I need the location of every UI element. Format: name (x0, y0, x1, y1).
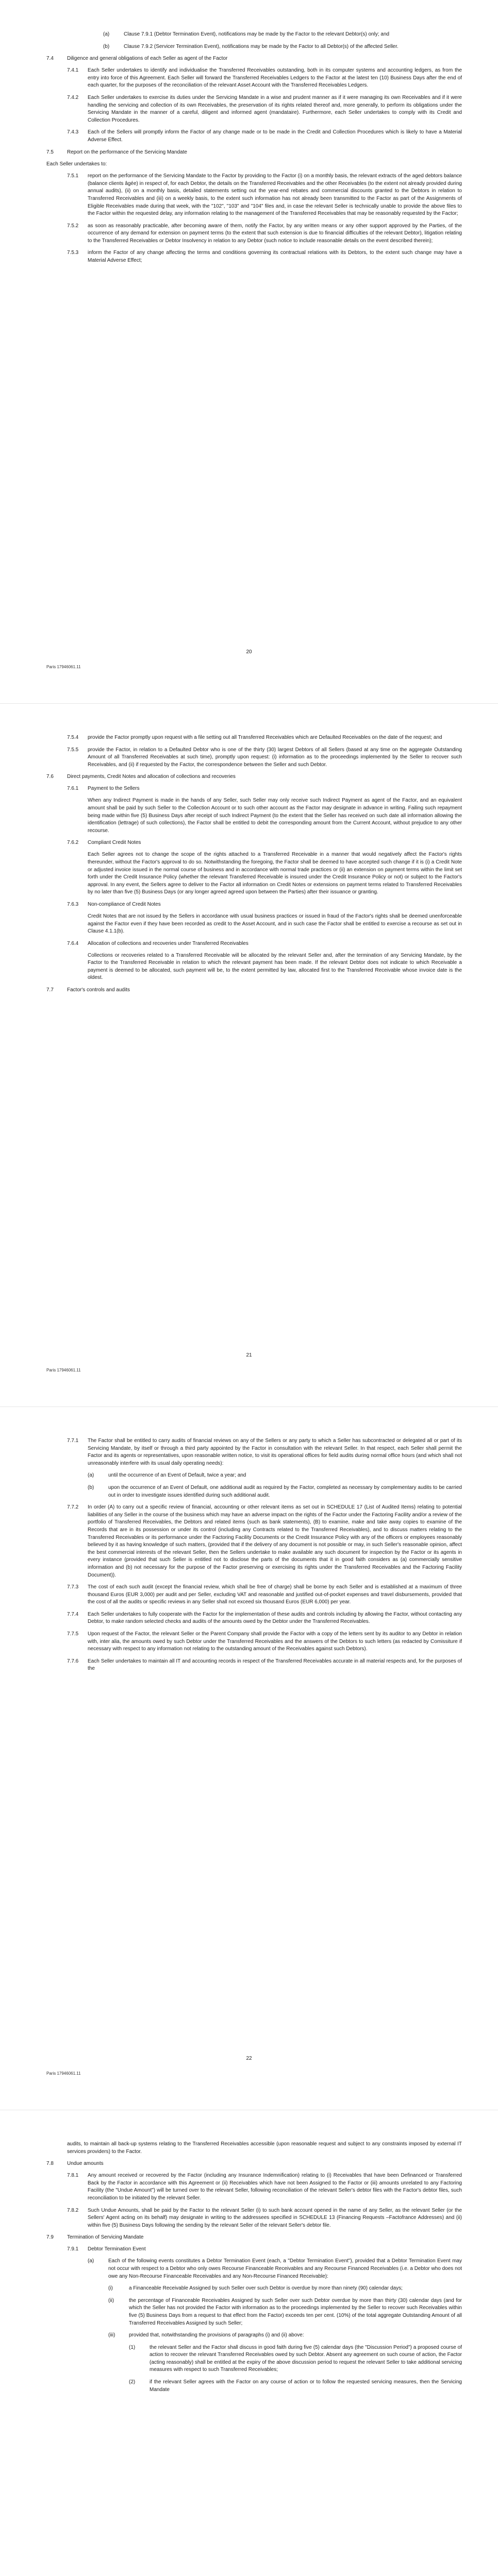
clause-text: Each Seller undertakes to exercise its duties under the Servicing Mandate in a wise and prudent manner as if it were managing its own Receivables and if it were handling the servicing and collection of its own Receivables, the preservation of its rights related thereof and, more generally, to perform its obligations under the Servicing Mandate in the manner of a careful, diligent and informed agent (mandataire). Furthermore, each Seller undertakes to comply with its Credit and Collection Procedures. (88, 94, 462, 123)
clause-paragraph (46, 734, 462, 742)
clause-paragraph (46, 2172, 462, 2202)
clause-number: 7.5.2 (67, 223, 79, 229)
clause-text: Debtor Termination Event (88, 2246, 146, 2252)
section-heading (46, 901, 462, 908)
clause-text: Clause 7.9.2 (Servicer Termination Event), notifications may be made by the Factor to all Debtor(s) of the affected Seller. (124, 43, 399, 49)
clause-text: When any Indirect Payment is made in the hands of any Seller, such Seller may only receive such Indirect Payment as agent of the Factor, and an equivalent amount shall be paid by such Seller to the Collection Account or to such other account as the Factor may designate in advance in writing. Failing such repayment being made within five (5) Business Days after receipt of such Indirect Payment (to the extent that the Seller has received on such date all information allowing the identification (lettrage) of such collections), the Factor shall be entitled to debit the corresponding amount from the Current Account, without prejudice to any other recourse. (88, 798, 462, 834)
clause-text: Any amount received or recovered by the Factor (including any Insurance Indemnification) relating to (i) Receivables that have been Definanced or Transferred Back by the Factor in accordance with this Agreement or (ii) Receivables which have not been Assigned to the Factor or (iii) amounts unrelated to any Factoring Facility (the "Undue Amount") will be turned over to the relevant Seller, following reconciliation of the relevant Seller's debtor files with the Factor's debtor files, such reconciliation to be initiated by the relevant Seller. (88, 2173, 462, 2201)
clause-text: audits, to maintain all back-up systems relating to the Transferred Receivables accessible (upon reasonable request and subject to any constraints imposed by external IT services providers) to the Factor. (67, 2141, 462, 2155)
page-body (46, 2141, 462, 2398)
clause-number: 7.5.1 (67, 173, 79, 179)
page-number: 22 (246, 2056, 252, 2061)
clause-number: 7.6.3 (67, 901, 79, 907)
section-heading (46, 2246, 462, 2253)
clause-number: 7.7.1 (67, 1438, 79, 1444)
clause-number: 7.9 (46, 2234, 54, 2241)
clause-paragraph (46, 161, 462, 168)
clause-paragraph (46, 2258, 462, 2280)
section-heading (46, 773, 462, 781)
clause-text: provide the Factor, in relation to a Defaulted Debtor who is one of the thirty (30) largest Debtors of all Sellers (based at any time on the aggregate Outstanding Amount of all Transferred Receivables at such time), promptly upon request: (i) information as to the proceedings implemented by the Seller to recover such Receivables, and (ii) if requested by the Factor, the correspondence between the Seller and such Debtor. (88, 747, 462, 768)
clause-number: 7.4.2 (67, 94, 79, 100)
clause-paragraph (46, 173, 462, 218)
clause-text: Undue amounts (67, 2161, 104, 2167)
clause-text: Factor's controls and audits (67, 987, 130, 993)
clause-text: inform the Factor of any change affecting the terms and conditions governing its contractual relations with its Debtors, to the extent such change may have a Material Adverse Effect; (88, 250, 462, 264)
clause-number: (ii) (108, 2297, 114, 2303)
clause-paragraph (46, 67, 462, 90)
clause-paragraph (46, 851, 462, 896)
clause-number: 7.4 (46, 56, 54, 62)
clause-text: Clause 7.9.1 (Debtor Termination Event), notifications may be made by the Factor to the relevant Debtor(s) only; and (124, 31, 390, 37)
clause-number: (b) (88, 1484, 94, 1490)
document-reference: Paris 17946061.11 (46, 665, 81, 669)
clause-number: (a) (103, 31, 110, 37)
clause-text: Each of the following events constitutes a Debtor Termination Event (each, a "Debtor Termination Event"), provided that a Debtor Termination Event may not occur with respect to a Debtor who only owes Recourse Financeable Receivables and any Recourse Financed Receivables (i.e. a Debtor who does not owe any Non-Recourse Financeable Receivables and any Non-Recourse Financed Receivable): (108, 2258, 462, 2279)
clause-number: 7.4.3 (67, 129, 79, 135)
clause-text: The Factor shall be entitled to carry audits of financial reviews on any of the Sellers or any party to which a Seller has subcontracted or delegated all or part of its Servicing Mandate, by itself or through a third party appointed by the Factor in consultation with the relevant Seller. In that respect, each Seller shall permit the Factor and its agents or representatives, upon reasonable written notice, to visit its operational offices for field audits during normal office hours (and which shall not unreasonably interfere with its usual daily operating needs): (88, 1438, 462, 1466)
clause-number: (a) (88, 1472, 94, 1479)
clause-number: 7.5.3 (67, 250, 79, 256)
section-heading (46, 2234, 462, 2241)
clause-text: The cost of each such audit (except the financial review, which shall be free of charge) shall be borne by each Seller and is established at a maximum of three thousand Euros (EUR 3,000) per audit and per Seller, excluding VAT and reasonable and justified out-of-pocket expenses and travel disbursements, provided that the cost of all the audits or specific reviews in any Seller shall not exceed six thousand Euros (EUR 6,000) per year. (88, 1584, 462, 1605)
clause-text: Non-compliance of Credit Notes (88, 901, 161, 907)
clause-text: Credit Notes that are not issued by the Sellers in accordance with usual business practices or issued in fraud of the Factor's rights shall be deemed unenforceable against the Factor even if they have been recorded as credit to the Asset Account, and in such case the Factor shall be entitled to exercise a recourse as set out in Clause 4.1.1(b). (88, 913, 462, 935)
clause-paragraph (46, 43, 462, 51)
clause-number: 7.7.3 (67, 1584, 79, 1590)
clause-paragraph (46, 1437, 462, 1467)
clause-number: 7.7.4 (67, 1611, 79, 1617)
clause-paragraph (46, 249, 462, 264)
section-heading (46, 2160, 462, 2167)
clause-paragraph (46, 913, 462, 936)
clause-text: Direct payments, Credit Notes and allocation of collections and recoveries (67, 774, 236, 780)
clause-text: Each Seller undertakes to fully cooperate with the Factor for the implementation of these audits and controls including by allowing the Factor, without contacting any Debtor, to make random selected checks and audits of the amounts owed by the Debtor under the Transferred Receivables. (88, 1611, 462, 1625)
clause-paragraph (46, 31, 462, 39)
page-body (46, 734, 462, 998)
page-number: 21 (246, 1352, 252, 1358)
clause-text: the percentage of Financeable Receivables Assigned by such Seller over such Debtor overdue by more than thirty (30) calendar days (and for which the Seller has not provided the Factor with information as to the proceedings implemented by the Seller to recover such Receivables within five (5) Business Days from a request to that effect from the Factor) exceeds ten per cent. (10%) of the total aggregate Outstanding Amount of all Transferred Receivables Assigned by such Seller; (129, 2297, 462, 2326)
clause-text: In order (A) to carry out a specific review of financial, accounting or other relevant items as set out in SCHEDULE 17 (List of Audited Items) relating to potential liabilities of any Seller in the course of the business which may have an adverse impact on the rights of the Factor under the Factoring Facility and/or a review of the portfolio of Transferred Receivables, the Debtors and related items (such as bank statements), (B) to examine, make and take away copies to examine of the Records that are in its possession or under its control (including any Contracts related to the Transferred Receivables), and to discuss matters relating to the Transferred Receivables or its performance under the Factoring Facility Documents or the Credit Insurance Policy with any of the officers or employees reasonably believed by it as having knowledge of such matters, (provided that if the delivery of any document is not possible or may, in such Seller's reasonable opinion, affect the best commercial interests of the relevant Seller, then the Sellers undertake to make available any such document for inspection by the Factor or its agents in every instance (provided that such Seller is entitled not to disclose the parts of the documents that it in good faith considers as (a) commercially sensitive information and (b) not necessary for the purpose of the Factor preserving or exercising its rights under the Transferred Receivables and the Factoring Facility Document)). (88, 1504, 462, 1578)
clause-text: Allocation of collections and recoveries under Transferred Receivables (88, 940, 248, 946)
clause-text: Diligence and general obligations of each Seller as agent of the Factor (67, 56, 228, 62)
clause-paragraph (46, 223, 462, 245)
document-page (0, 0, 498, 703)
clause-paragraph (46, 2344, 462, 2374)
clause-paragraph (46, 1584, 462, 1606)
section-heading (46, 987, 462, 994)
section-heading (46, 785, 462, 792)
clause-paragraph (46, 2332, 462, 2340)
clause-text: Each Seller undertakes to maintain all IT and accounting records in respect of the Transferred Receivables accurate in all material respects and, for the purposes of the (88, 1658, 462, 1672)
clause-number: 7.6.2 (67, 840, 79, 846)
clause-number: 7.9.1 (67, 2246, 79, 2252)
clause-paragraph (46, 129, 462, 144)
clause-paragraph (46, 2141, 462, 2156)
clause-paragraph (46, 1631, 462, 1653)
clause-text: Termination of Servicing Mandate (67, 2234, 144, 2241)
clause-paragraph (46, 797, 462, 835)
section-heading (46, 149, 462, 156)
clause-number: 7.5.4 (67, 735, 79, 740)
clause-number: 7.8.1 (67, 2173, 79, 2179)
clause-text: report on the performance of the Servicing Mandate to the Factor by providing to the Factor (i) on a monthly basis, the relevant extracts of the aged debtors balance (balance clients âgée) in respect of, for each Debtor, the details on the Transferred Receivables and the other Receivables (to the extent not already provided during annual audits), (ii) on a monthly basis, detailed statements setting out the year-end rebates and commercial discounts granted to the Debtors in relation to Transferred Receivables and (iii) on a weekly basis, to the extent such information has not already been transmitted to the Factor as part of the Assignments of Eligible Receivables made during that week, with the "102", "103" and "104" files and, in case the relevant Seller is technically unable to provide the above files to the Factor within the requested delay, any information relating to the management of the Transferred Receivables that may be reasonably requested by the Factor; (88, 173, 462, 217)
clause-paragraph (46, 1658, 462, 1673)
clause-paragraph (46, 747, 462, 769)
clause-number: 7.7.6 (67, 1658, 79, 1664)
clause-text: until the occurrence of an Event of Default, twice a year; and (108, 1472, 246, 1479)
clause-number: (i) (108, 2285, 113, 2292)
clause-paragraph (46, 2207, 462, 2230)
clause-text: Each Seller agrees not to change the scope of the rights attached to a Transferred Receivable in a manner that would negatively affect the Factor's rights thereunder, without the Factor's approval to do so. Notwithstanding the foregoing, the Factor shall be deemed to have accepted such change if it is (i) a Credit Note or adjusted invoice issued in the normal course of business and in accordance with normal trade practices or (ii) an extension on payment terms within the limit set forth under the Credit Insurance Policy (whether the relevant Transferred Receivable is insured under the Credit Insurance Policy or not) or subject to the Factor's approval. In any event, the Sellers agree to deliver to the Factor all information on Credit Notes or extensions on payment terms related to Transferred Receivables by no later than five (5) Business Days (or any longer agreed agreed upon between the Parties) after their issuance or granting. (88, 852, 462, 895)
clause-number: (1) (129, 2344, 136, 2350)
document-page (0, 2110, 498, 2576)
clause-number: (a) (88, 2258, 94, 2264)
clause-number: (b) (103, 43, 110, 49)
clause-number: 7.7.2 (67, 1504, 79, 1511)
clause-number: (2) (129, 2379, 136, 2385)
clause-text: Payment to the Sellers (88, 786, 140, 792)
clause-text: Each of the Sellers will promptly inform the Factor of any change made or to be made in the Credit and Collection Procedures which is likely to have a Material Adverse Effect. (88, 129, 462, 143)
clause-number: (iii) (108, 2332, 115, 2338)
page-separator (0, 1406, 498, 1407)
clause-number: 7.8.2 (67, 2207, 79, 2213)
page-separator (0, 703, 498, 704)
clause-number: 7.7.5 (67, 1631, 79, 1637)
document-page (0, 703, 498, 1406)
clause-paragraph (46, 1504, 462, 1579)
clause-number: 7.7 (46, 987, 54, 993)
clause-paragraph (46, 1611, 462, 1626)
clause-number: 7.5.5 (67, 747, 79, 753)
clause-text: Such Undue Amounts, shall be paid by the Factor to the relevant Seller (i) to such bank account opened in the name of any Seller, as the relevant Seller (or the Sellers' Agent acting on its behalf) may designate in writing to the addressees specified in SCHEDULE 13 (Financing Requests –Factofrance Addresses) and (ii) within five (5) Business Days following the sending by the relevant Seller of the relevant Seller's debtor file. (88, 2207, 462, 2228)
clause-text: upon the occurrence of an Event of Default, one additional audit as required by the Factor, completed as necessary by complementary audits to be carried out in order to investigate issues identified during such additional audit. (108, 1484, 462, 1498)
clause-paragraph (46, 94, 462, 124)
clause-paragraph (46, 952, 462, 982)
clause-text: Each Seller undertakes to identify and individualise the Transferred Receivables outstanding, both in its computer systems and accounting ledgers, as from the entry into force of this Agreement. Each Seller will forward the Transferred Receivables Ledgers to the Factor at the latest ten (10) Business Days after the end of each quarter, for the purposes of the reconciliation of the relevant Asset Account with the Transferred Receivables Ledgers. (88, 67, 462, 89)
clause-number: 7.6.1 (67, 786, 79, 792)
section-heading (46, 839, 462, 846)
page-body (46, 1437, 462, 1677)
clause-paragraph (46, 1472, 462, 1480)
section-heading (46, 55, 462, 62)
clause-text: Report on the performance of the Servicing Mandate (67, 149, 187, 155)
clause-text: a Financeable Receivable Assigned by such Seller over such Debtor is overdue by more than ninety (90) calendar days; (129, 2285, 403, 2292)
document-page (0, 1406, 498, 2110)
clause-paragraph (46, 1484, 462, 1499)
clause-number: 7.6.4 (67, 940, 79, 946)
page-body (46, 31, 462, 269)
page-number: 20 (246, 649, 252, 655)
clause-text: provide the Factor promptly upon request with a file setting out all Transferred Receivables which are Defaulted Receivables on the date of the request; and (88, 735, 442, 740)
document-reference: Paris 17946061.11 (46, 1368, 81, 1372)
clause-number: 7.8 (46, 2161, 54, 2167)
clause-text: if the relevant Seller agrees with the Factor on any course of action or to follow the requested servicing measures, then the Servicing Mandate (150, 2379, 462, 2393)
clause-paragraph (46, 2297, 462, 2327)
clause-text: provided that, notwithstanding the provisions of paragraphs (i) and (ii) above: (129, 2332, 304, 2338)
clause-text: the relevant Seller and the Factor shall discuss in good faith during five (5) calendar days (the "Discussion Period") a proposed course of action to recover the relevant Transferred Receivables owed by such Debtor. Absent any agreement on such course of action, the Factor (acting reasonably) shall be entitled at the expiry of the above discussion period to request the relevant Seller to take additional servicing measures with respect to such Transferred Receivables; (150, 2344, 462, 2373)
clause-text: Upon request of the Factor, the relevant Seller or the Parent Company shall provide the Factor with a copy of the letters sent by its auditor to any Debtor in relation with, inter alia, the amounts owed by such Debtor under the Transferred Receivables and the answers of the Debtors to such letters (as redacted by Comissiture if necessary with respect to any information not relating to the outstanding amount of the Receivables against such Debtors). (88, 1631, 462, 1652)
clause-text: Each Seller undertakes to: (46, 161, 107, 167)
clause-number: 7.6 (46, 774, 54, 780)
clause-number: 7.4.1 (67, 67, 79, 74)
clause-paragraph (46, 2285, 462, 2293)
document-reference: Paris 17946061.11 (46, 2071, 81, 2076)
clause-text: Collections or recoveries related to a Transferred Receivable will be allocated by the relevant Seller and, after the termination of any Servicing Mandate, by the Factor to the Transferred Receivable in relation to which the relevant payment has been made. If the relevant Debtor does not indicate to which Receivable a payment is deemed to be allocated, such payment will be, to the extent permitted by law, allocated first to the Transferred Receivable whose invoice date is the oldest. (88, 952, 462, 981)
clause-text: Compliant Credit Notes (88, 840, 141, 846)
section-heading (46, 940, 462, 947)
clause-paragraph (46, 2379, 462, 2394)
clause-number: 7.5 (46, 149, 54, 155)
clause-text: as soon as reasonably practicable, after becoming aware of them, notify the Factor, by any written means or any other support approved by the Parties, of the occurrence of any demand for extension on payment terms (to the extent that such extension is due to financial difficulties of the relevant Debtor), litigation relating to the Transferred Receivables or Debtor Insolvency in relation to any Debtor (such notice to include reasonable details on the event described therein); (88, 223, 462, 244)
